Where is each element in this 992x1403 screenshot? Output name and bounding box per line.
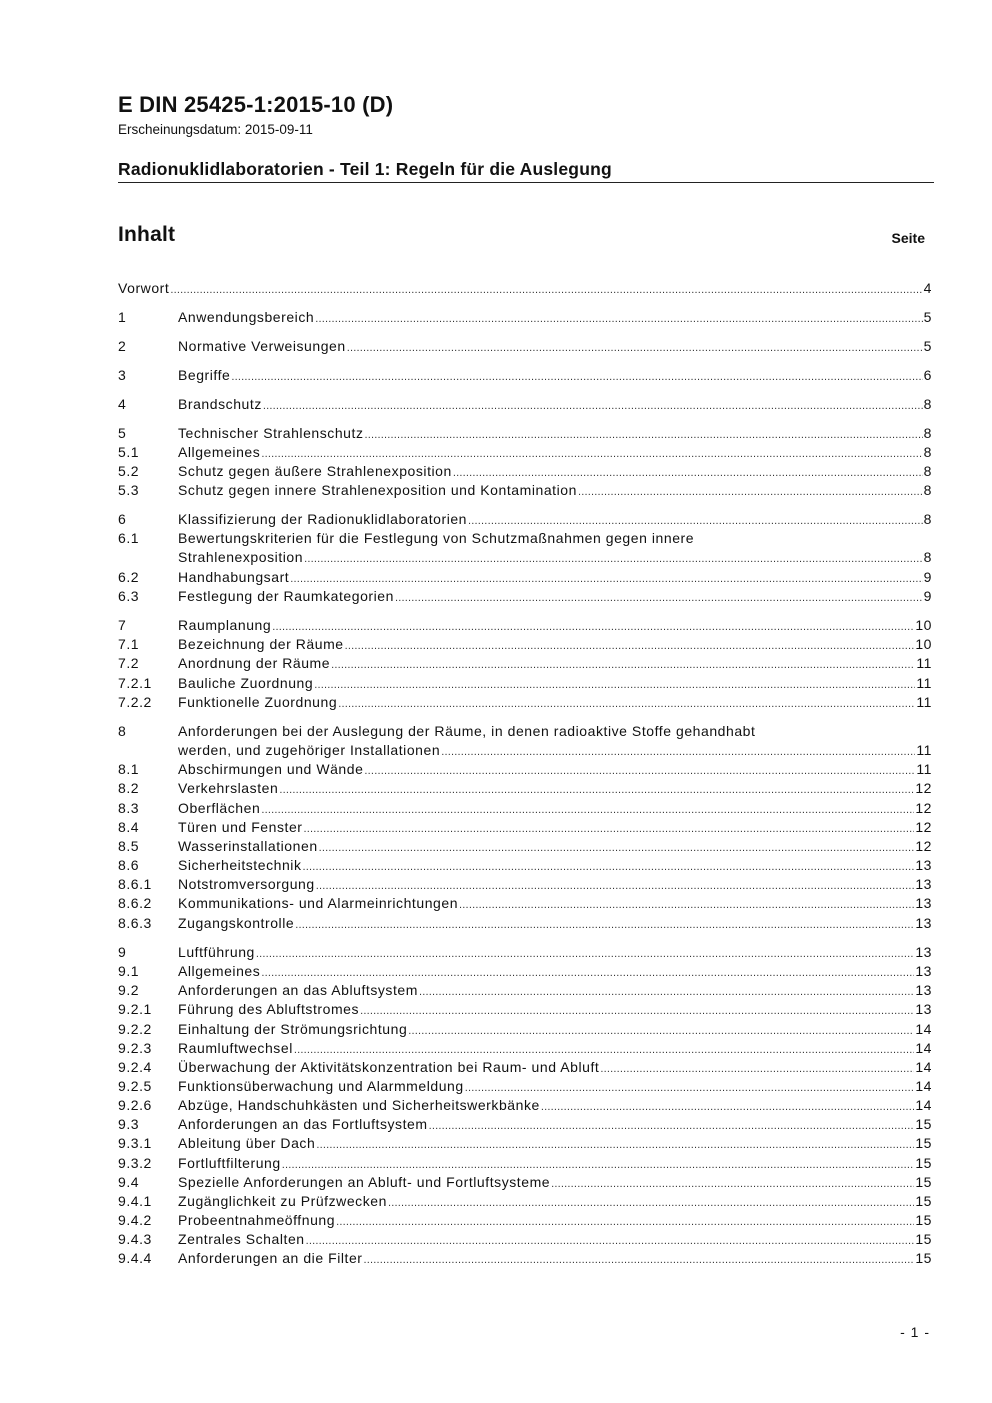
toc-entry-title: Probeentnahmeöffnung (178, 1212, 336, 1228)
toc-dot-leader (319, 837, 915, 856)
toc-entry-page: 12 (915, 800, 932, 816)
toc-entry[interactable] (118, 395, 932, 414)
toc-dot-leader (468, 510, 923, 529)
toc-entry-title: Anwendungsbereich (178, 309, 315, 325)
toc-entry-number: 9.1 (118, 963, 140, 979)
toc-entry-title: Anforderungen an das Fortluftsystem (178, 1116, 428, 1132)
toc-entry-title: Raumluftwechsel (178, 1040, 293, 1056)
toc-entry-page: 8 (923, 463, 932, 479)
toc-entry-number: 9.2.2 (118, 1021, 152, 1037)
toc-entry-number: 6 (118, 511, 127, 527)
toc-entry[interactable] (118, 366, 932, 385)
toc-entry-number: 9.2.4 (118, 1059, 152, 1075)
toc-entry[interactable] (118, 1077, 932, 1096)
toc-entry[interactable] (118, 779, 932, 798)
toc-entry[interactable] (118, 1192, 932, 1211)
toc-dot-leader (345, 635, 915, 654)
toc-entry-title: Brandschutz (178, 396, 262, 412)
toc-entry-number: 5.2 (118, 463, 140, 479)
toc-entry-number: 9.4.2 (118, 1212, 152, 1228)
toc-dot-leader (336, 1211, 914, 1230)
toc-dot-leader (408, 1020, 914, 1039)
toc-entry-title: Bezeichnung der Räume (178, 636, 344, 652)
toc-entry-page: 15 (915, 1193, 932, 1209)
toc-entry-page: 15 (915, 1250, 932, 1266)
toc-entry-number: 8.6 (118, 857, 140, 873)
toc-dot-leader (304, 548, 923, 567)
toc-entry[interactable] (118, 481, 932, 500)
toc-dot-leader (541, 1096, 914, 1115)
toc-entry[interactable] (118, 1173, 932, 1192)
toc-entry-title: Wasserinstallationen (178, 838, 318, 854)
toc-entry-number: 7.2 (118, 655, 140, 671)
toc-entry-page: 13 (915, 876, 932, 892)
toc-entry[interactable] (118, 529, 932, 548)
page-number: - 1 - (900, 1324, 930, 1340)
toc-entry-continuation[interactable] (118, 741, 932, 760)
toc-entry-number: 6.3 (118, 588, 140, 604)
toc-dot-leader (364, 1249, 915, 1268)
toc-entry-number: 7 (118, 617, 127, 633)
toc-entry-title: Bewertungskriterien für die Festlegung von Schutzmaßnahmen gegen innere (178, 530, 695, 546)
toc-dot-leader (453, 462, 923, 481)
toc-entry-number: 9.4.3 (118, 1231, 152, 1247)
toc-entry[interactable] (118, 1020, 932, 1039)
toc-entry-title: Vorwort (118, 280, 170, 296)
toc-entry[interactable] (118, 962, 932, 981)
toc-dot-leader (578, 481, 923, 500)
toc-entry-title: Luftführung (178, 944, 255, 960)
toc-dot-leader (306, 1230, 915, 1249)
toc-dot-leader (338, 693, 915, 712)
toc-entry-title: Notstromversorgung (178, 876, 315, 892)
toc-entry-number: 9.3 (118, 1116, 140, 1132)
toc-entry[interactable] (118, 1154, 932, 1173)
toc-entry-page: 9 (923, 569, 932, 585)
toc-entry-title: Abschirmungen und Wände (178, 761, 364, 777)
toc-entry-title: Festlegung der Raumkategorien (178, 588, 394, 604)
toc-entry-title: Einhaltung der Strömungsrichtung (178, 1021, 408, 1037)
toc-entry-number: 9.3.1 (118, 1135, 152, 1151)
toc-entry-title-continued: Strahlenexposition (178, 549, 304, 565)
toc-entry-title: Anforderungen an das Abluftsystem (178, 982, 418, 998)
toc-entry-number: 9.2 (118, 982, 140, 998)
toc-entry[interactable] (118, 1230, 932, 1249)
toc-entry-title: Zentrales Schalten (178, 1231, 305, 1247)
toc-entry-title: Fortluftfilterung (178, 1155, 281, 1171)
toc-entry-title: Schutz gegen innere Strahlenexposition und Kontamination (178, 482, 577, 498)
toc-entry-page: 12 (915, 819, 932, 835)
toc-entry-title: Zugänglichkeit zu Prüfzwecken (178, 1193, 387, 1209)
page-column-label: Seite (891, 230, 925, 246)
toc-entry-title: Türen und Fenster (178, 819, 303, 835)
toc-entry-title: Funktionsüberwachung und Alarmmeldung (178, 1078, 464, 1094)
toc-entry-title-continued: werden, und zugehöriger Installationen (178, 742, 441, 758)
toc-entry-number: 9.2.6 (118, 1097, 152, 1113)
toc-entry-number: 8.3 (118, 800, 140, 816)
toc-dot-leader (303, 856, 915, 875)
toc-entry-title: Überwachung der Aktivitätskonzentration bei Raum- und Abluft (178, 1059, 600, 1075)
toc-entry-page: 6 (923, 367, 932, 383)
toc-entry-number: 9 (118, 944, 127, 960)
toc-dot-leader (272, 616, 914, 635)
document-title: Radionuklidlaboratorien - Teil 1: Regeln für die Auslegung (118, 159, 612, 179)
toc-entry[interactable] (118, 462, 932, 481)
toc-dot-leader (364, 760, 915, 779)
toc-entry-title: Führung des Abluftstromes (178, 1001, 360, 1017)
toc-entry[interactable] (118, 875, 932, 894)
toc-entry-page: 13 (915, 915, 932, 931)
toc-dot-leader (419, 981, 914, 1000)
toc-entry-title: Kommunikations- und Alarmeinrichtungen (178, 895, 459, 911)
toc-entry-number: 3 (118, 367, 127, 383)
toc-entry[interactable] (118, 1249, 932, 1268)
toc-dot-leader (551, 1173, 914, 1192)
toc-entry[interactable] (118, 818, 932, 837)
toc-entry-number: 8.6.2 (118, 895, 152, 911)
toc-entry-title: Raumplanung (178, 617, 272, 633)
toc-entry-number: 2 (118, 338, 127, 354)
title-divider (118, 182, 934, 183)
toc-entry-page: 10 (915, 617, 932, 633)
toc-entry[interactable] (118, 279, 932, 298)
toc-entry-number: 8.5 (118, 838, 140, 854)
toc-entry-page: 10 (915, 636, 932, 652)
toc-entry[interactable] (118, 635, 932, 654)
toc-entry-number: 5 (118, 425, 127, 441)
toc-entry-page: 13 (915, 982, 932, 998)
toc-dot-leader (331, 654, 915, 673)
toc-dot-leader (388, 1192, 914, 1211)
toc-entry-number: 4 (118, 396, 127, 412)
toc-entry-page: 15 (915, 1231, 932, 1247)
toc-entry-page: 13 (915, 944, 932, 960)
toc-entry-title: Bauliche Zuordnung (178, 675, 314, 691)
toc-entry[interactable] (118, 443, 932, 462)
toc-dot-leader (263, 395, 923, 414)
toc-entry-number: 8.6.3 (118, 915, 152, 931)
toc-dot-leader (294, 1039, 914, 1058)
toc-entry-title: Sicherheitstechnik (178, 857, 302, 873)
toc-entry-number: 7.1 (118, 636, 140, 652)
toc-entry-title: Abzüge, Handschuhkästen und Sicherheitswerkbänke (178, 1097, 540, 1113)
toc-entry-page: 9 (923, 588, 932, 604)
toc-entry-page: 15 (915, 1174, 932, 1190)
toc-entry-number: 8.2 (118, 780, 140, 796)
toc-entry-page: 8 (923, 396, 932, 412)
toc-entry-page: 13 (915, 895, 932, 911)
toc-entry-continuation[interactable] (118, 548, 932, 567)
toc-entry[interactable] (118, 693, 932, 712)
toc-entry-page: 15 (915, 1116, 932, 1132)
toc-entry-page: 11 (916, 675, 932, 691)
toc-dot-leader (170, 279, 922, 298)
toc-entry-number: 7.2.2 (118, 694, 152, 710)
toc-heading: Inhalt (118, 223, 176, 246)
toc-entry-page: 14 (915, 1097, 932, 1113)
toc-entry-page: 13 (915, 1001, 932, 1017)
toc-entry-title: Ableitung über Dach (178, 1135, 316, 1151)
toc-entry-page: 12 (915, 780, 932, 796)
toc-entry[interactable] (118, 654, 932, 673)
toc-entry[interactable] (118, 1115, 932, 1134)
toc-entry-number: 9.2.1 (118, 1001, 152, 1017)
toc-entry-page: 8 (923, 482, 932, 498)
toc-entry-number: 9.2.3 (118, 1040, 152, 1056)
toc-entry-page: 14 (915, 1021, 932, 1037)
toc-dot-leader (459, 894, 914, 913)
toc-entry-number: 5.1 (118, 444, 140, 460)
toc-dot-leader (282, 1154, 915, 1173)
toc-entry-title: Klassifizierung der Radionuklidlaboratorien (178, 511, 468, 527)
toc-dot-leader (347, 337, 923, 356)
toc-dot-leader (365, 424, 923, 443)
toc-entry[interactable] (118, 894, 932, 913)
toc-entry-number: 8.6.1 (118, 876, 152, 892)
toc-dot-leader (279, 779, 914, 798)
toc-entry[interactable] (118, 1211, 932, 1230)
toc-entry-page: 8 (923, 444, 932, 460)
toc-entry-title: Handhabungsart (178, 569, 290, 585)
toc-entry-page: 11 (916, 655, 932, 671)
toc-entry-page: 11 (916, 761, 932, 777)
toc-entry[interactable] (118, 856, 932, 875)
toc-dot-leader (465, 1077, 915, 1096)
toc-entry-number: 9.4 (118, 1174, 140, 1190)
toc-entry-number: 6.2 (118, 569, 140, 585)
toc-entry[interactable] (118, 1096, 932, 1115)
toc-entry-page: 12 (915, 838, 932, 854)
toc-entry-page: 15 (915, 1135, 932, 1151)
toc-dot-leader (600, 1058, 914, 1077)
toc-dot-leader (290, 568, 922, 587)
toc-entry-title: Spezielle Anforderungen an Abluft- und Fortluftsysteme (178, 1174, 551, 1190)
toc-dot-leader (316, 1134, 914, 1153)
toc-entry-title: Begriffe (178, 367, 231, 383)
toc-dot-leader (316, 875, 915, 894)
toc-entry-page: 4 (923, 280, 932, 296)
toc-entry[interactable] (118, 1039, 932, 1058)
toc-dot-leader (231, 366, 922, 385)
toc-entry-page: 8 (923, 425, 932, 441)
toc-entry-title: Normative Verweisungen (178, 338, 346, 354)
toc-entry[interactable] (118, 760, 932, 779)
toc-entry-page: 13 (915, 857, 932, 873)
toc-entry[interactable] (118, 424, 932, 443)
toc-entry-page: 11 (916, 742, 932, 758)
toc-dot-leader (441, 741, 915, 760)
toc-dot-leader (261, 799, 914, 818)
toc-dot-leader (315, 308, 922, 327)
toc-entry-number: 8 (118, 723, 127, 739)
toc-entry-page: 11 (916, 694, 932, 710)
toc-entry[interactable] (118, 943, 932, 962)
toc-entry-number: 9.2.5 (118, 1078, 152, 1094)
toc-entry-page: 8 (923, 511, 932, 527)
toc-entry-page: 13 (915, 963, 932, 979)
document-id: E DIN 25425-1:2015-10 (D) (118, 92, 394, 117)
toc-dot-leader (304, 818, 915, 837)
toc-entry-number: 8.4 (118, 819, 140, 835)
toc-entry-title: Allgemeines (178, 963, 261, 979)
toc-entry-title: Anforderungen bei der Auslegung der Räume, in denen radioaktive Stoffe gehandhabt (178, 723, 756, 739)
toc-entry-page: 14 (915, 1059, 932, 1075)
toc-dot-leader (295, 914, 914, 933)
toc-entry[interactable] (118, 308, 932, 327)
toc-entry-number: 1 (118, 309, 127, 325)
toc-dot-leader (395, 587, 923, 606)
toc-entry[interactable] (118, 587, 932, 606)
toc-entry-number: 7.2.1 (118, 675, 152, 691)
publication-date: Erscheinungsdatum: 2015-09-11 (118, 122, 313, 137)
toc-entry-number: 6.1 (118, 530, 140, 546)
toc-entry[interactable] (118, 337, 932, 356)
toc-entry-number: 9.4.1 (118, 1193, 152, 1209)
toc-entry-title: Zugangskontrolle (178, 915, 295, 931)
toc-entry-title: Technischer Strahlenschutz (178, 425, 364, 441)
toc-entry-number: 8.1 (118, 761, 140, 777)
toc-entry-title: Funktionelle Zuordnung (178, 694, 338, 710)
toc-dot-leader (314, 674, 915, 693)
toc-entry[interactable] (118, 510, 932, 529)
toc-entry-title: Oberflächen (178, 800, 261, 816)
toc-entry-page: 14 (915, 1040, 932, 1056)
toc-entry-number: 9.3.2 (118, 1155, 152, 1171)
toc-entry[interactable] (118, 1058, 932, 1077)
toc-entry-title: Verkehrslasten (178, 780, 279, 796)
toc-entry[interactable] (118, 981, 932, 1000)
toc-entry[interactable] (118, 568, 932, 587)
toc-dot-leader (256, 943, 914, 962)
toc-entry-page: 5 (923, 309, 932, 325)
toc-entry-title: Allgemeines (178, 444, 261, 460)
toc-dot-leader (261, 962, 914, 981)
toc-entry-page: 14 (915, 1078, 932, 1094)
toc-entry[interactable] (118, 914, 932, 933)
toc-entry-number: 5.3 (118, 482, 140, 498)
toc-dot-leader (360, 1000, 914, 1019)
toc-entry-title: Anforderungen an die Filter (178, 1250, 363, 1266)
toc-entry[interactable] (118, 674, 932, 693)
toc-entry-title: Schutz gegen äußere Strahlenexposition (178, 463, 452, 479)
toc-entry-page: 15 (915, 1155, 932, 1171)
toc-dot-leader (261, 443, 922, 462)
toc-entry-title: Anordnung der Räume (178, 655, 331, 671)
toc-entry-page: 8 (923, 549, 932, 565)
toc-entry[interactable] (118, 837, 932, 856)
toc-entry[interactable] (118, 722, 932, 741)
toc-entry[interactable] (118, 799, 932, 818)
toc-entry[interactable] (118, 1000, 932, 1019)
toc-entry-number: 9.4.4 (118, 1250, 152, 1266)
toc-entry[interactable] (118, 1134, 932, 1153)
toc-entry-page: 5 (923, 338, 932, 354)
toc-entry-page: 15 (915, 1212, 932, 1228)
toc-dot-leader (429, 1115, 915, 1134)
toc-entry[interactable] (118, 616, 932, 635)
